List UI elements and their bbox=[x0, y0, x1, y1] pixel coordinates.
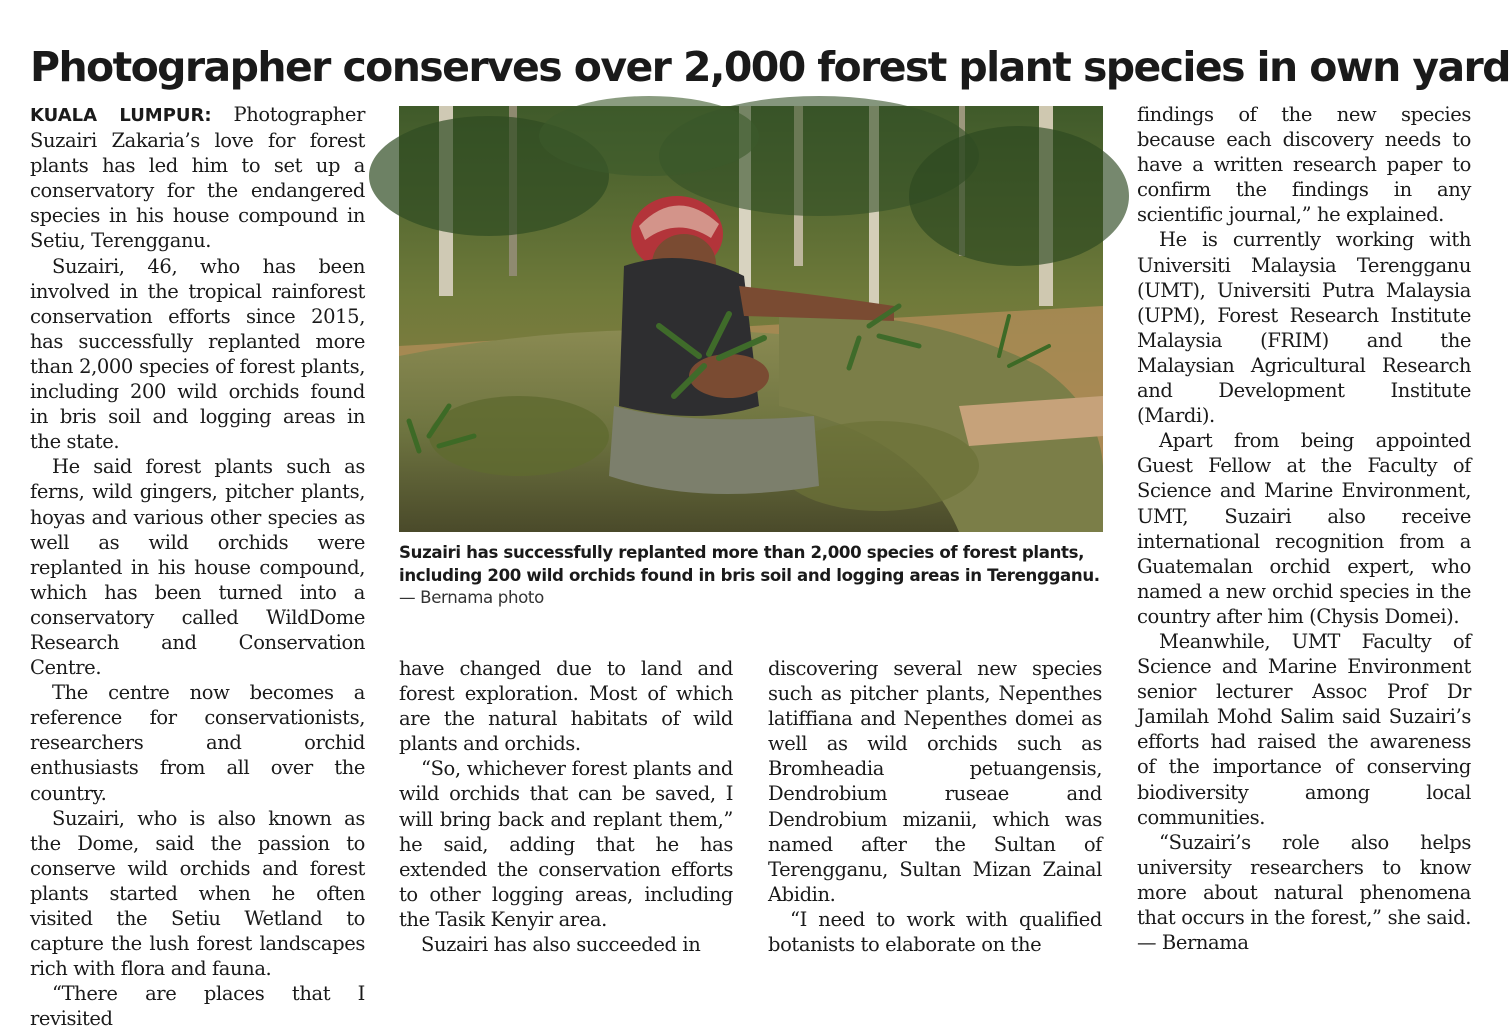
headline: Photographer conserves over 2,000 forest plant species in own yard bbox=[30, 43, 1510, 92]
paragraph: “So, whichever forest plants and wild orchids that can be saved, I will bring back and replant them,” he said, adding that he has extended the conservation efforts to other logging areas, including the Tasik Kenyir area. bbox=[399, 757, 733, 931]
paragraph: discovering several new species such as pitcher plants, Nepenthes latiffiana and Nepenthes domei as well as wild orchids such as Bromheadia petuangensis, Dendrobium ruseae and Dendrobium mizanii, which was named after the Sultan of Terengganu, Sultan Mizan Zainal Abidin. bbox=[768, 657, 1102, 906]
photo-credit: — Bernama photo bbox=[399, 588, 544, 607]
article-column-2 bbox=[399, 656, 733, 962]
paragraph: Suzairi, who is also known as the Dome, said the passion to conserve wild orchids and forest plants started when he often visited the Setiu Wetland to capture the lush forest landscapes rich with flora and fauna. bbox=[30, 806, 365, 981]
paragraph: He said forest plants such as ferns, wild gingers, pitcher plants, hoyas and various other species as well as wild orchids were replanted in his house compound, which has been turned into a conservatory called WildDome Research and Conservation Centre. bbox=[30, 455, 365, 680]
caption-text: Suzairi has successfully replanted more than 2,000 species of forest plants, including 200 wild orchids found in bris soil and logging areas in Terengganu. bbox=[399, 543, 1100, 585]
paragraph: Apart from being appointed Guest Fellow at the Faculty of Science and Marine Environment, UMT, Suzairi also receive international recognition from a Guatemalan orchid expert, who named a new orchid species in the country after him (Chysis Domei). bbox=[1137, 429, 1471, 628]
paragraph: have changed due to land and forest exploration. Most of which are the natural habitats of wild plants and orchids. bbox=[399, 657, 733, 756]
paragraph: The centre now becomes a reference for conservationists, researchers and orchid enthusiasts from all over the country. bbox=[30, 681, 365, 805]
paragraph: “There are places that I revisited bbox=[30, 982, 365, 1031]
paragraph: He is currently working with Universiti Malaysia Terengganu (UMT), Universiti Putra Malaysia (UPM), Forest Research Institute Malaysia (FRIM) and the Malaysian Agricultural Research and Development Institute (Mardi). bbox=[1137, 228, 1471, 428]
article-column-3 bbox=[768, 656, 1102, 962]
article-column-4 bbox=[1137, 102, 1471, 962]
paragraph: Meanwhile, UMT Faculty of Science and Marine Environment senior lecturer Assoc Prof Dr Jamilah Mohd Salim said Suzairi’s efforts had raised the awareness of the importance of conserving biodiversity among local communities. bbox=[1137, 629, 1471, 829]
paragraph: “Suzairi’s role also helps university researchers to know more about natural phenomena that occurs in the forest,” she said. — Bernama bbox=[1137, 830, 1471, 955]
paragraph: Suzairi, 46, who has been involved in the tropical rainforest conservation efforts since 2015, has successfully replanted more than 2,000 species of forest plants, including 200 wild orchids found in bris soil and logging areas in the state. bbox=[30, 254, 365, 454]
paragraph: “I need to work with qualified botanists to elaborate on the bbox=[768, 907, 1102, 957]
paragraph-text: Photographer Suzairi Zakaria’s love for forest plants has led him to set up a conservatory for the endangered species in his house compound in Setiu, Terengganu. bbox=[30, 103, 365, 253]
article-photo bbox=[399, 106, 1103, 532]
photo-caption bbox=[399, 542, 1105, 610]
dateline: KUALA LUMPUR: bbox=[30, 105, 212, 126]
article-column-1 bbox=[30, 102, 365, 1031]
paragraph: Suzairi has also succeeded in bbox=[421, 933, 701, 957]
paragraph bbox=[30, 102, 365, 254]
paragraph: findings of the new species because each discovery needs to have a written research paper to confirm the findings in any scientific journal,” he explained. bbox=[1137, 103, 1471, 227]
